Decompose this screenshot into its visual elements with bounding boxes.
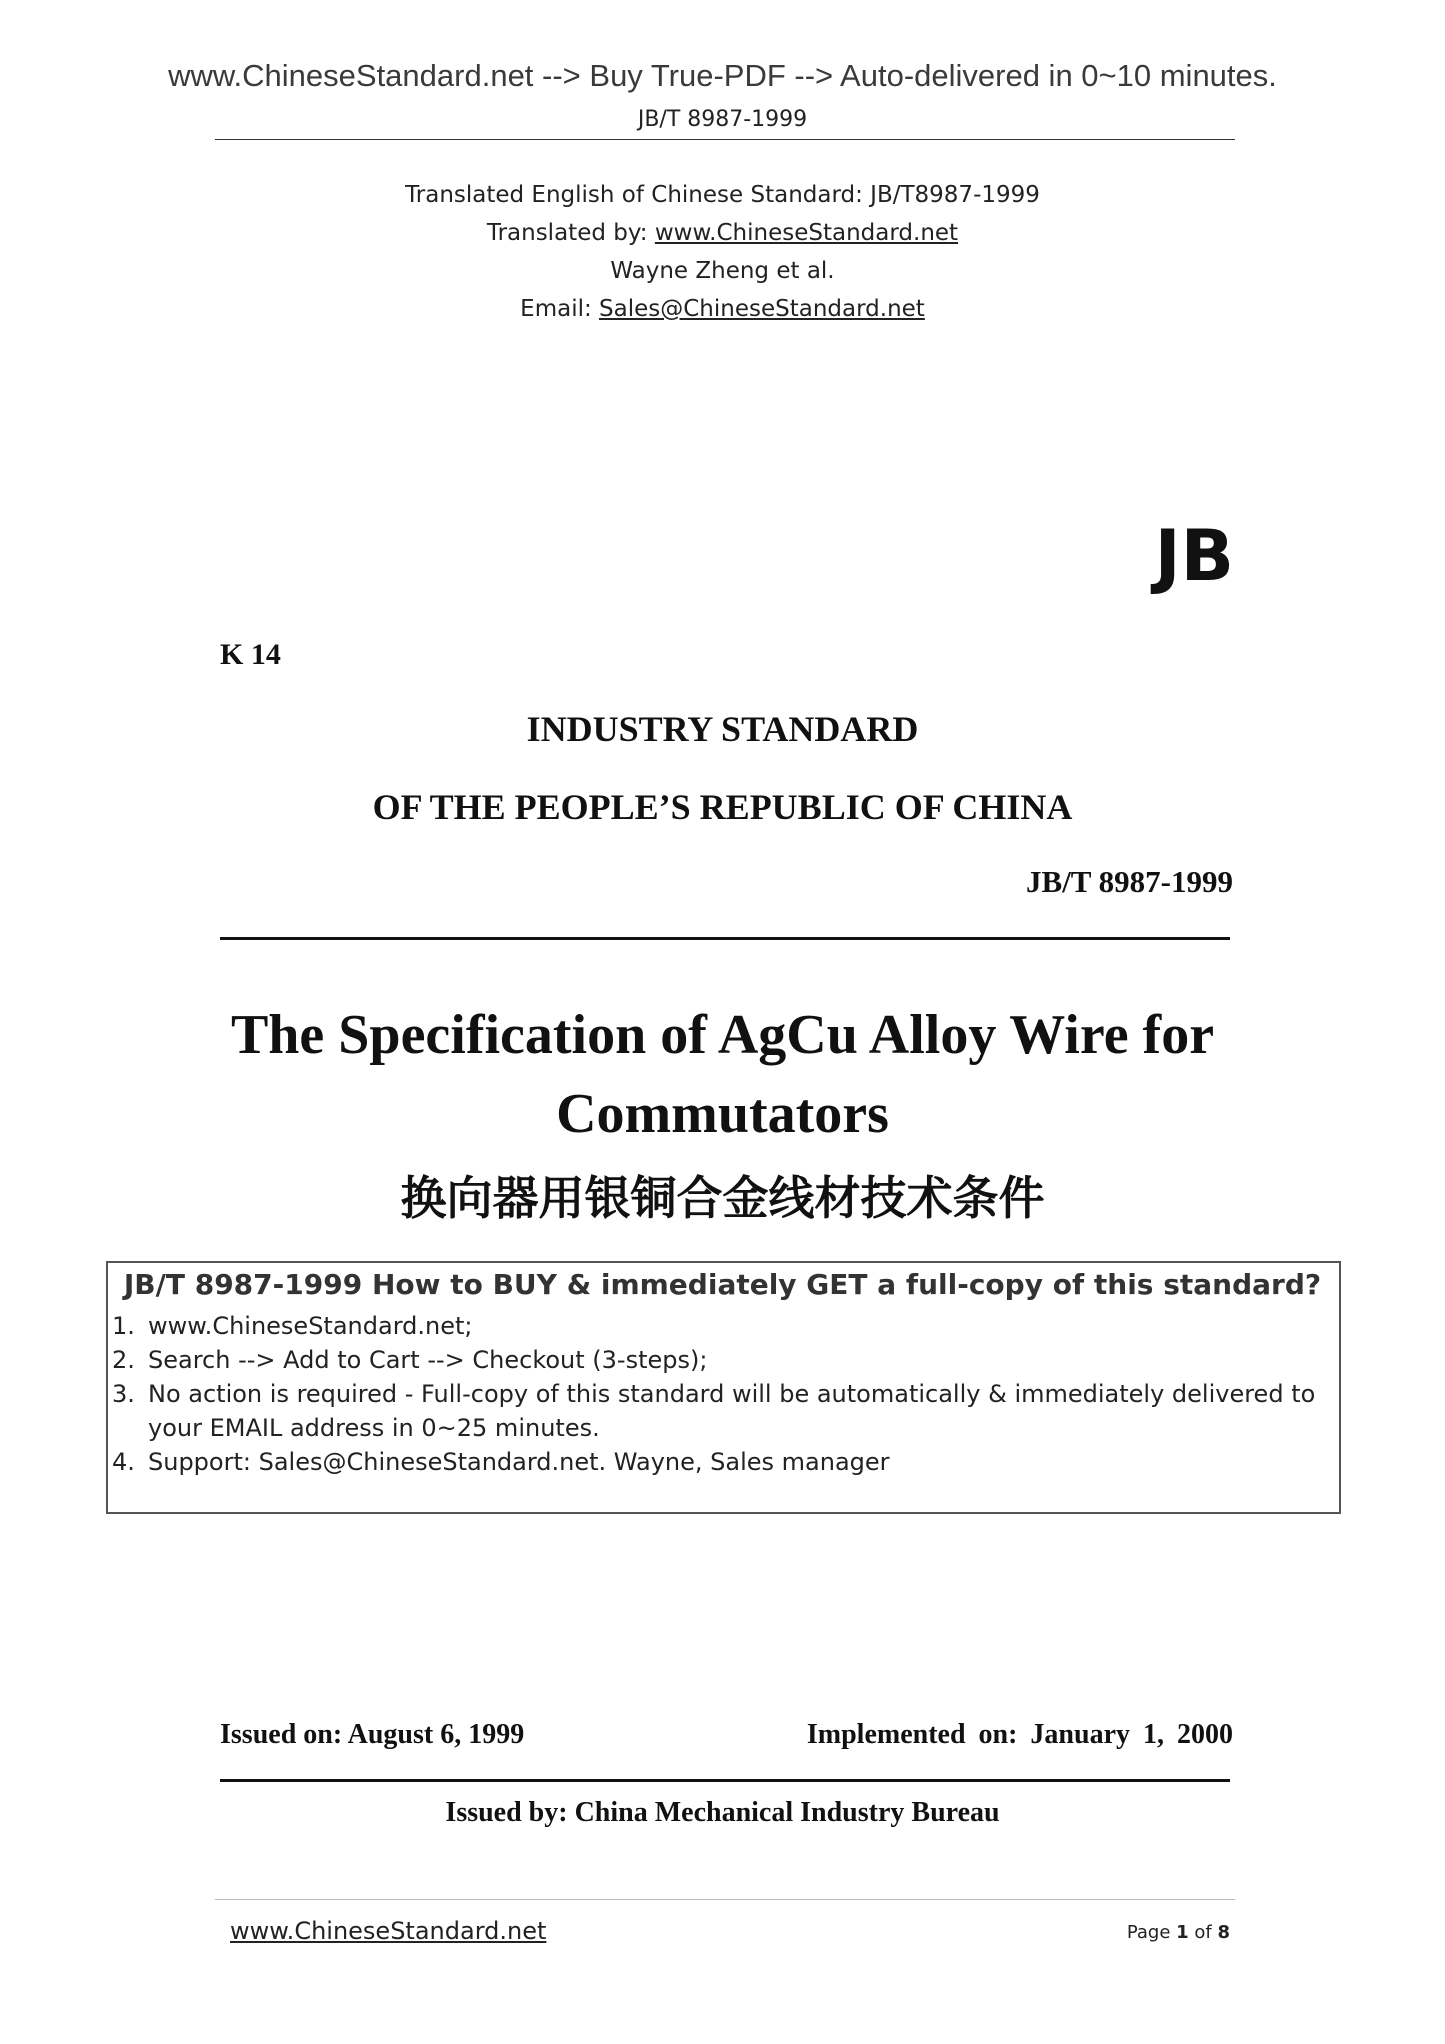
buy-step-number: 4. [112,1448,135,1476]
buy-step-text: Search --> Add to Cart --> Checkout (3-steps); [148,1346,708,1374]
email-label: Email: [520,296,600,322]
banner-text: www.ChineseStandard.net --> Buy True-PDF --> Auto-delivered in 0~10 minutes. [168,58,1277,93]
page-total: 8 [1217,1922,1230,1943]
document-title-chinese: 换向器用银铜合金线材技术条件 [400,1171,1045,1225]
page-label: Page [1126,1922,1177,1943]
header-divider [215,139,1235,140]
classification-code: K 14 [220,638,281,671]
page-current: 1 [1176,1922,1189,1943]
buy-step-number: 3. [112,1380,135,1408]
jb-mark: JB [1154,515,1234,597]
buy-step [112,1309,1333,1343]
page-of-label: of [1188,1922,1218,1943]
issued-date: Issued on: August 6, 1999 [220,1719,525,1750]
buy-step [112,1343,1333,1377]
buy-step-number: 1. [112,1312,135,1340]
translator-name: Wayne Zheng et al. [610,258,835,284]
footer-link[interactable]: www.ChineseStandard.net [230,1917,547,1945]
buy-step-text: No action is required - Full-copy of this standard will be automatically & immediately delivered to your EMAIL address in 0~25 minutes. [148,1380,1316,1442]
buy-step-number: 2. [112,1346,135,1374]
standard-heading-line2: OF THE PEOPLE’S REPUBLIC OF CHINA [372,787,1073,827]
translated-by-link[interactable]: www.ChineseStandard.net [654,220,959,246]
buy-step-text[interactable]: www.ChineseStandard.net; [148,1312,473,1340]
header-standard-code: JB/T 8987-1999 [637,107,808,132]
implemented-date: Implemented on: January 1, 2000 [806,1719,1233,1750]
buy-step-text: Support: Sales@ChineseStandard.net. Wayne, Sales manager [148,1448,890,1476]
buy-box-title: JB/T 8987-1999 How to BUY & immediately GET a full-copy of this standard? [123,1268,1322,1301]
standard-code: JB/T 8987-1999 [1026,864,1233,899]
footer-divider [215,1899,1235,1900]
standard-heading-line1: INDUSTRY STANDARD [526,709,919,749]
buy-steps-list [112,1309,1333,1479]
email-line [0,296,1445,322]
document-title-line1: The Specification of AgCu Alloy Wire for [230,1004,1215,1066]
issuing-authority: Issued by: China Mechanical Industry Bureau [445,1797,1000,1828]
buy-step [112,1445,1333,1479]
dates-divider [220,1779,1230,1782]
page-indicator [1030,1922,1230,1943]
email-link[interactable]: Sales@ChineseStandard.net [599,296,925,322]
translated-by-line [0,220,1445,246]
buy-step [112,1377,1333,1445]
translated-by-label: Translated by: [486,220,655,246]
buy-instructions-box [106,1261,1341,1514]
document-title-line2: Commutators [556,1083,889,1145]
translation-line: Translated English of Chinese Standard: JB/T8987-1999 [405,182,1040,208]
title-divider [220,937,1230,940]
